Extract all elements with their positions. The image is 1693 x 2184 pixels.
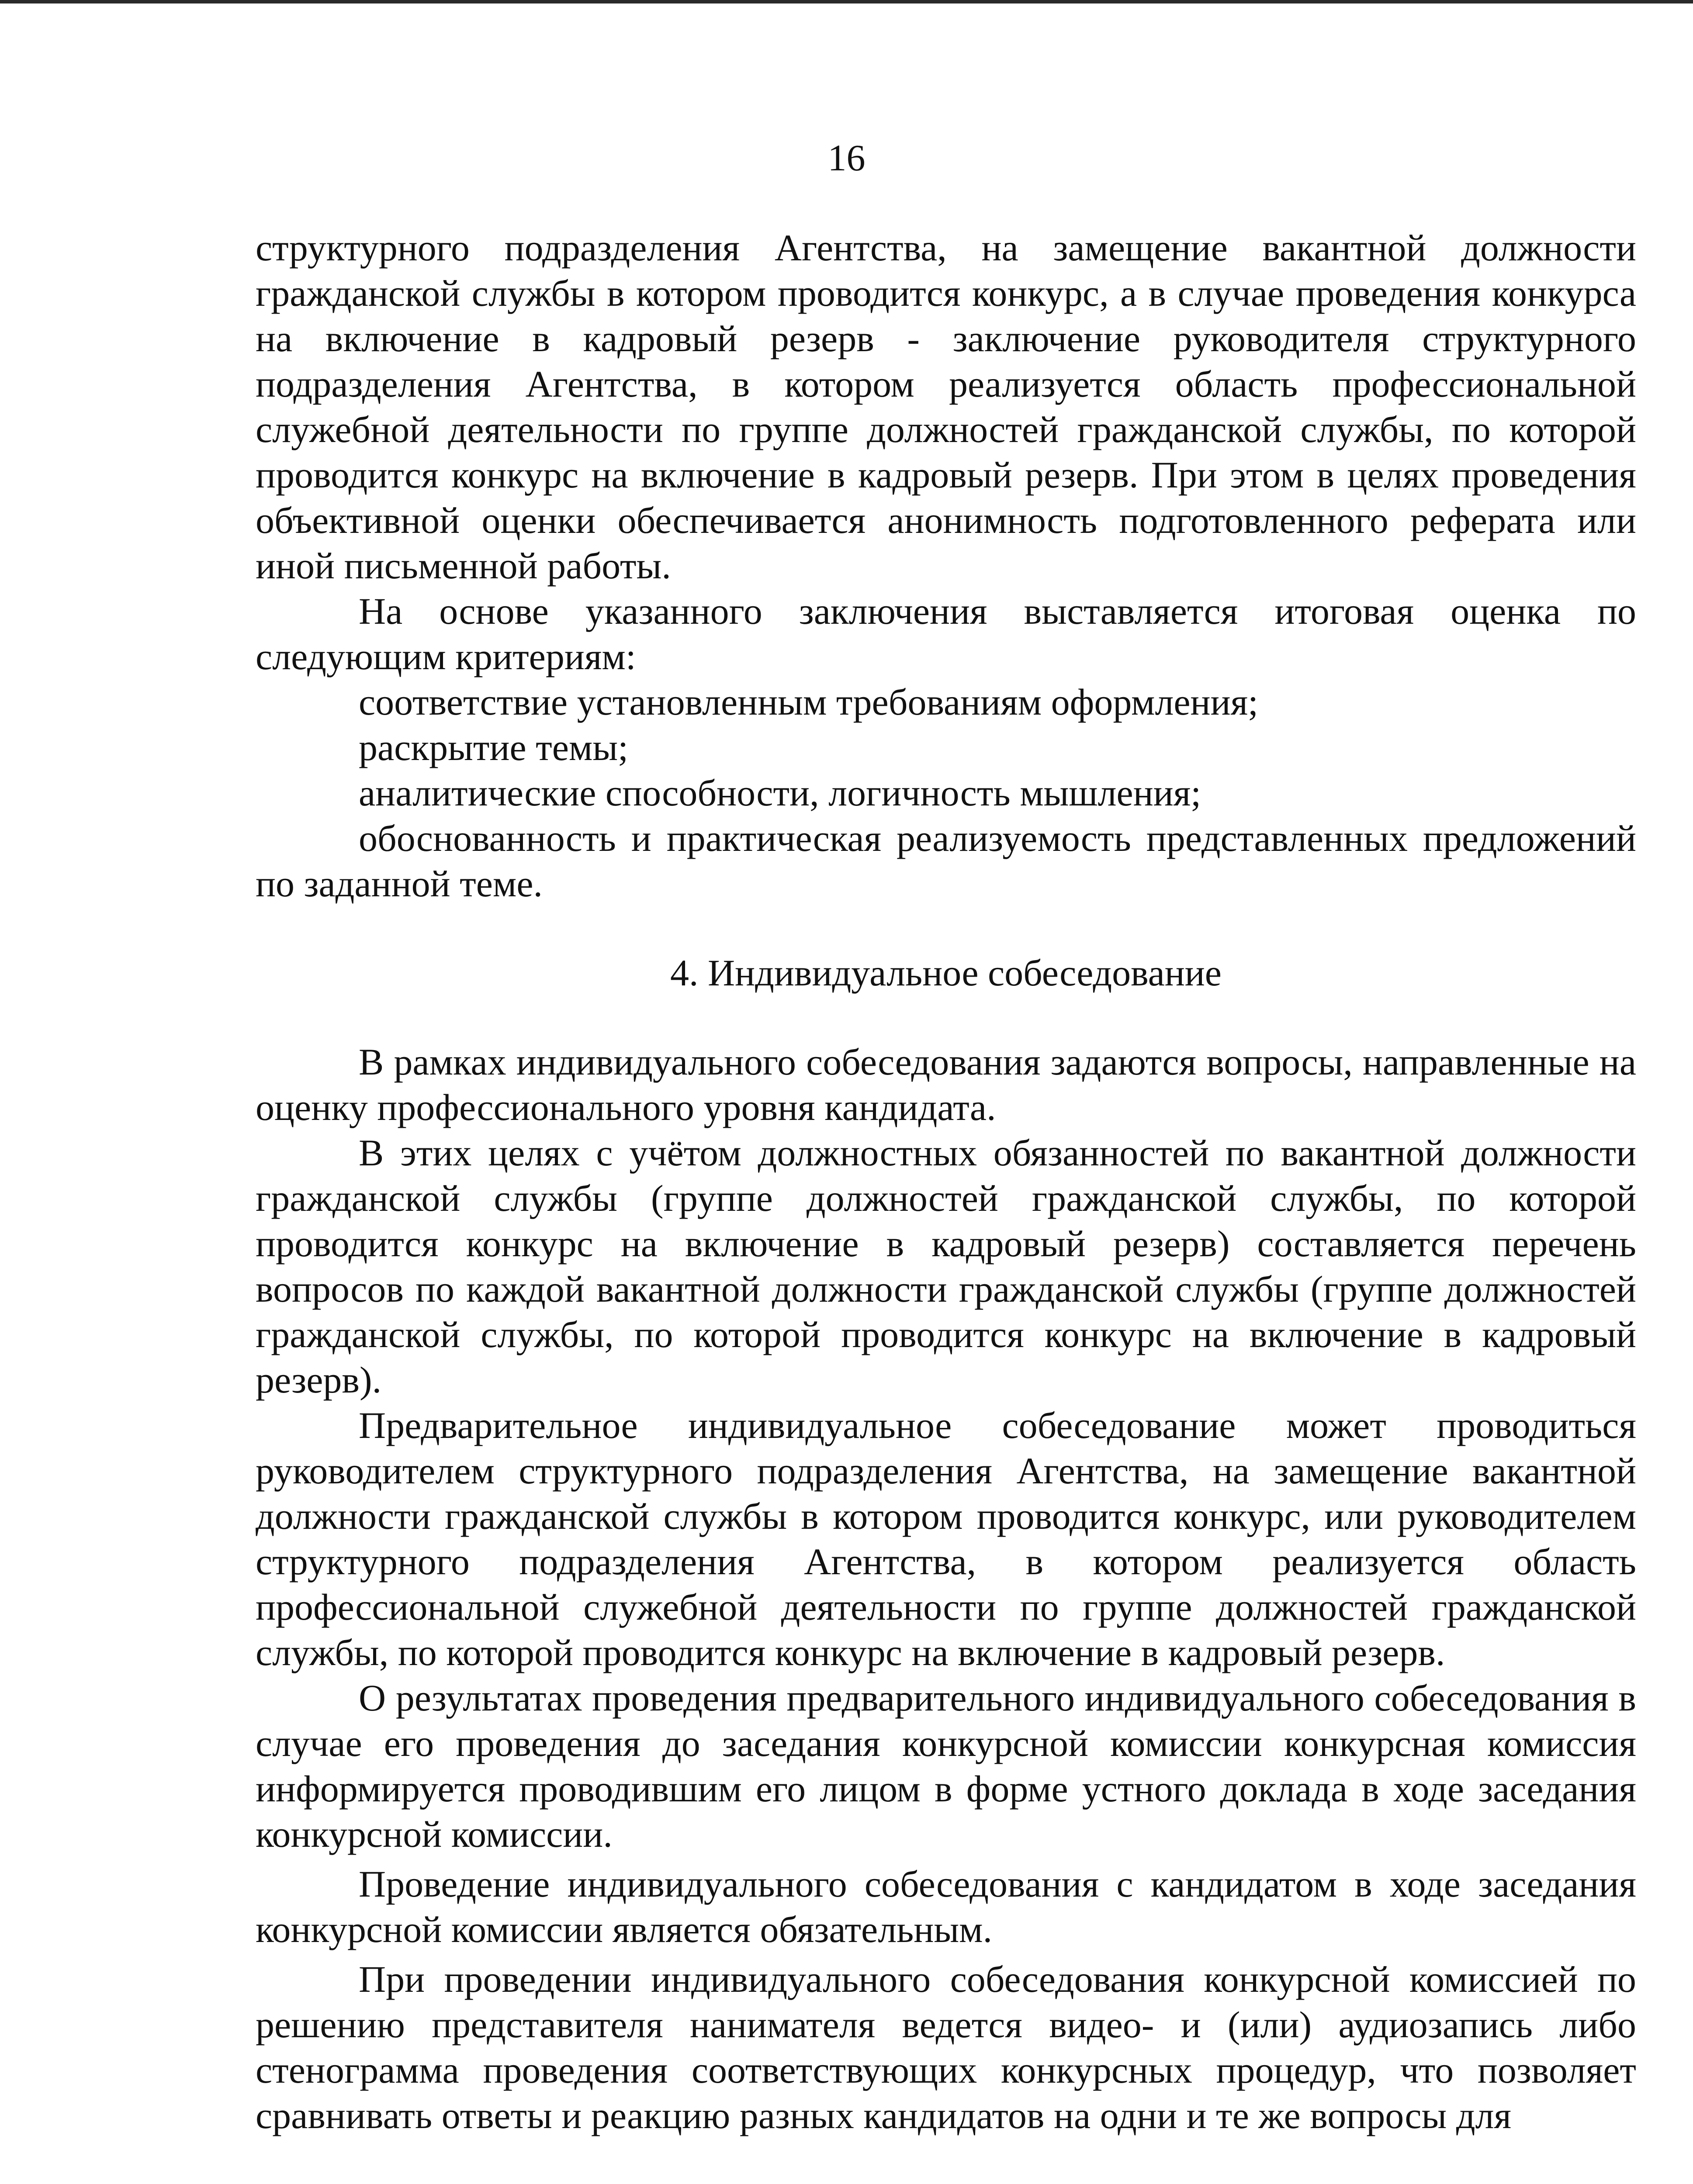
section-paragraph: В рамках индивидуального собеседования задаются вопросы, направленные на оценку профессионального уровня кандидата. [256,1041,1636,1128]
section-heading: 4. Индивидуальное собеседование [670,952,1222,994]
page-number: 16 [827,137,866,179]
criteria-item: раскрытие темы; [359,726,629,768]
criteria-intro: На основе указанного заключения выставляется итоговая оценка по следующим критериям: [256,590,1636,677]
section-paragraph: В этих целях с учётом должностных обязанностей по вакантной должности гражданской службы (группе должностей гражданской службы, по которой проводится конкурс на включение в кадровый резерв) составляется перечень вопросов по каждой вакантной должности гражданской службы (группе должностей гражданской службы, по которой проводится конкурс на включение в кадровый резерв). [256,1132,1636,1401]
section-paragraph: О результатах проведения предварительного индивидуального собеседования в случае его проведения до заседания конкурсной комиссии конкурсная комиссия информируется проводившим его лицом в форме устного доклада в ходе заседания конкурсной комиссии. [256,1677,1636,1855]
section-paragraph: Предварительное индивидуальное собеседование может проводиться руководителем структурного подразделения Агентства, на замещение вакантной должности гражданской службы в котором проводится конкурс, или руководителем структурного подразделения Агентства, в котором реализуется область профессиональной служебной деятельности по группе должностей гражданской службы, по которой проводится конкурс на включение в кадровый резерв. [256,1404,1636,1673]
criteria-item: соответствие установленным требованиям оформления; [359,681,1259,723]
criteria-item: обоснованность и практическая реализуемость представленных предложений по заданной теме. [256,817,1636,905]
criteria-item: аналитические способности, логичность мышления; [359,772,1201,814]
scan-edge-top [0,0,1693,3]
document-body [256,225,1636,2138]
section-paragraph: Проведение индивидуального собеседования с кандидатом в ходе заседания конкурсной комиссии является обязательным. [256,1863,1636,1950]
section-paragraph: При проведении индивидуального собеседования конкурсной комиссией по решению представителя нанимателя ведется видео- и (или) аудиозапись либо стенограмма проведения соответствующих конкурсных процедур, что позволяет сравнивать ответы и реакцию разных кандидатов на одни и те же вопросы для [256,1958,1636,2136]
intro-paragraph: структурного подразделения Агентства, на замещение вакантной должности гражданской службы в котором проводится конкурс, а в случае проведения конкурса на включение в кадровый резерв - заключение руководителя структурного подразделения Агентства, в котором реализуется область профессиональной служебной деятельности по группе должностей гражданской службы, по которой проводится конкурс на включение в кадровый резерв. При этом в целях проведения объективной оценки обеспечивается анонимность подготовленного реферата или иной письменной работы. [256,227,1636,587]
